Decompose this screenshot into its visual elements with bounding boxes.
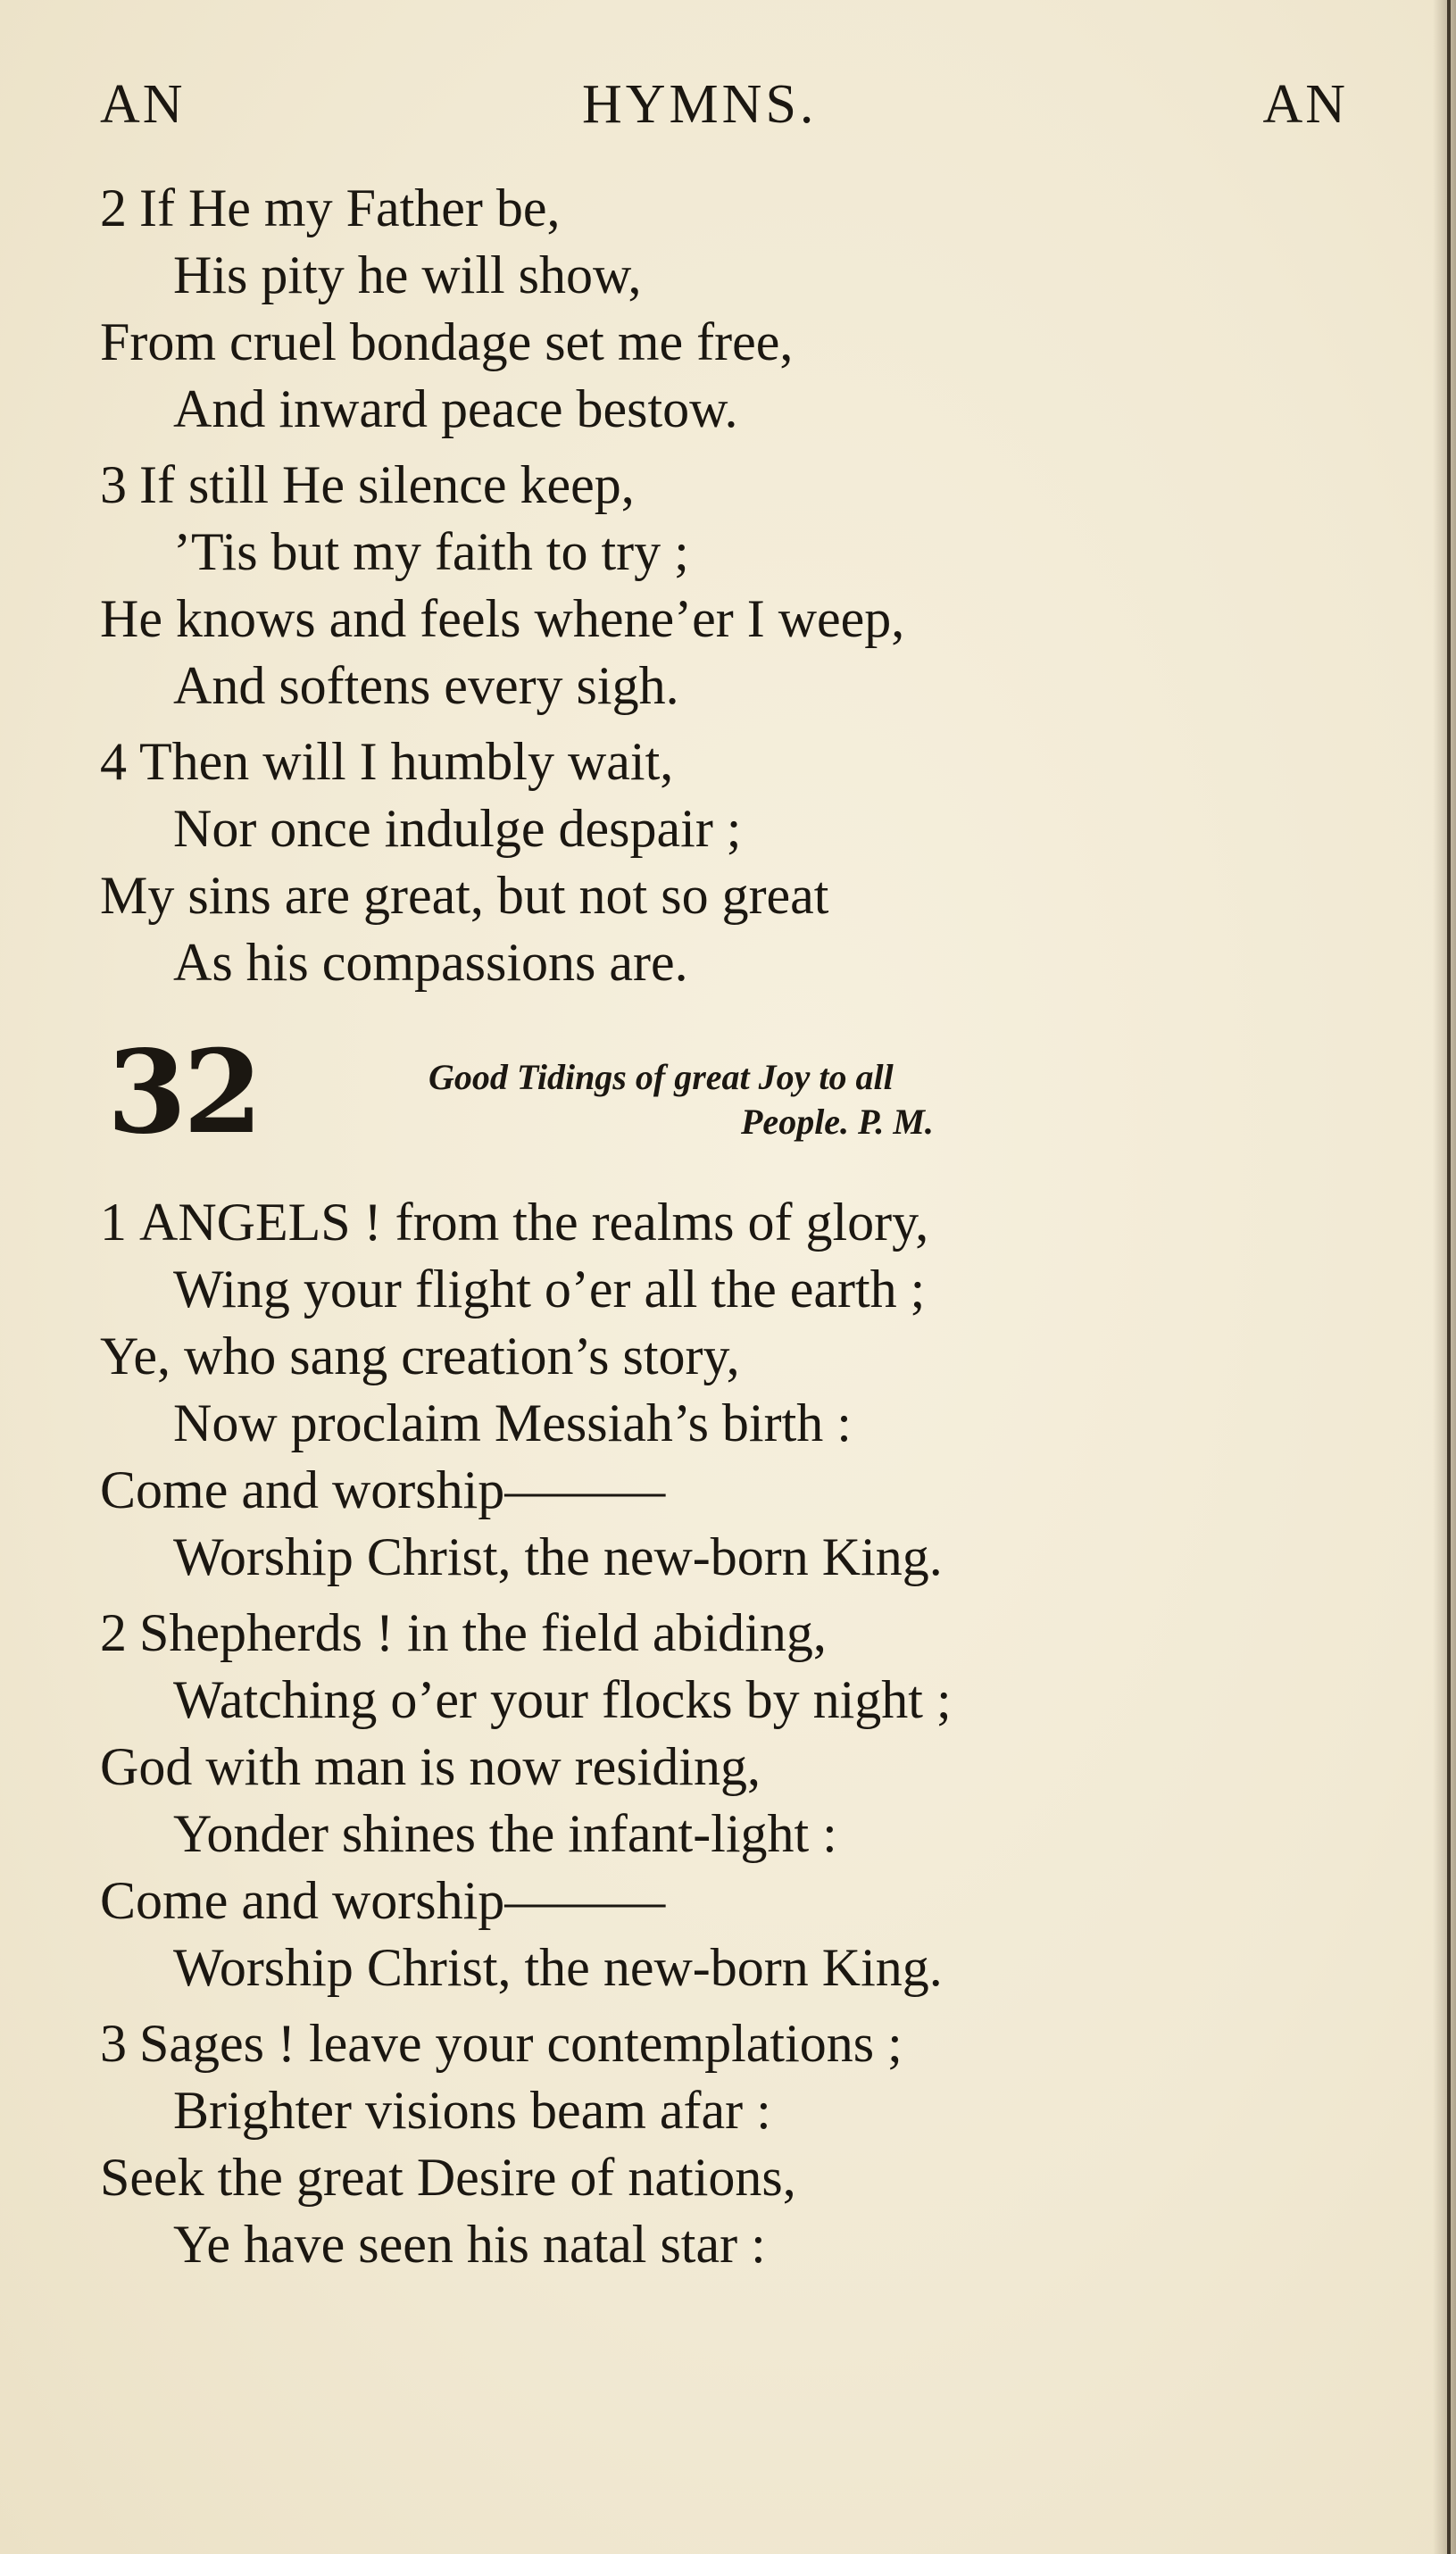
stanza-number: 3 <box>100 455 127 514</box>
verse-line: My sins are great, but not so great <box>100 866 829 925</box>
verse-line: And inward peace bestow. <box>173 379 738 438</box>
hymn-number: 32 <box>107 1026 260 1160</box>
stanza-prev-2 <box>100 175 1332 443</box>
hymn-32 <box>100 1189 1332 2287</box>
running-head-right: AN <box>1262 74 1348 135</box>
previous-hymn <box>100 175 1332 1005</box>
hymn-32-header <box>107 1026 1268 1160</box>
verse-line: Yonder shines the infant-light : <box>173 1804 837 1863</box>
running-head-title: HYMNS. <box>582 74 818 135</box>
verse-line: Worship Christ, the new-born King. <box>173 1527 943 1586</box>
verse-line: Wing your flight o’er all the earth ; <box>173 1260 926 1319</box>
verse-line: Ye, who sang creation’s story, <box>100 1327 740 1385</box>
stanza-32-3 <box>100 2010 1332 2278</box>
verse-line: And softens every sigh. <box>173 656 679 715</box>
verse-line: Now proclaim Messiah’s birth : <box>173 1393 852 1452</box>
verse-line: Then will I humbly wait, <box>139 732 674 791</box>
verse-line: He knows and feels whene’er I weep, <box>100 589 905 648</box>
hymn-title-line-2: People. P. M. <box>741 1102 934 1142</box>
verse-line: If He my Father be, <box>139 179 561 237</box>
verse-line: Watching o’er your flocks by night ; <box>173 1670 952 1729</box>
verse-line: As his compassions are. <box>173 933 688 992</box>
verse-line: Shepherds ! in the field abiding, <box>139 1603 827 1662</box>
verse-line: Worship Christ, the new-born King. <box>173 1938 943 1997</box>
stanza-number: 4 <box>100 732 127 791</box>
verse-line: Come and worship——— <box>100 1460 666 1519</box>
stanza-prev-3 <box>100 452 1332 720</box>
stanza-32-2 <box>100 1600 1332 2001</box>
page-edge-line <box>1447 0 1451 2554</box>
hymn-title <box>428 1055 1285 1144</box>
running-head <box>100 73 1348 145</box>
stanza-number: 2 <box>100 1603 127 1662</box>
verse-line: His pity he will show, <box>173 245 642 304</box>
verse-line: Seek the great Desire of nations, <box>100 2148 796 2207</box>
stanza-number: 3 <box>100 2014 127 2073</box>
verse-line: If still He silence keep, <box>139 455 635 514</box>
verse-line: From cruel bondage set me free, <box>100 312 794 371</box>
verse-line: Come and worship——— <box>100 1871 666 1930</box>
verse-line: Brighter visions beam afar : <box>173 2081 771 2140</box>
hymn-title-line-1: Good Tidings of great Joy to all <box>428 1057 894 1097</box>
page-edge-shadow <box>1433 0 1456 2554</box>
stanza-32-1 <box>100 1189 1332 1591</box>
verse-line: ’Tis but my faith to try ; <box>173 522 689 581</box>
verse-line: Sages ! leave your contemplations ; <box>139 2014 903 2073</box>
running-head-left: AN <box>100 74 186 135</box>
verse-line: ANGELS ! from the realms of glory, <box>139 1193 929 1252</box>
verse-line: Ye have seen his natal star : <box>173 2215 766 2274</box>
stanza-number: 1 <box>100 1193 127 1252</box>
verse-line: God with man is now residing, <box>100 1737 761 1796</box>
stanza-number: 2 <box>100 179 127 237</box>
verse-line: Nor once indulge despair ; <box>173 799 742 858</box>
stanza-prev-4 <box>100 728 1332 996</box>
